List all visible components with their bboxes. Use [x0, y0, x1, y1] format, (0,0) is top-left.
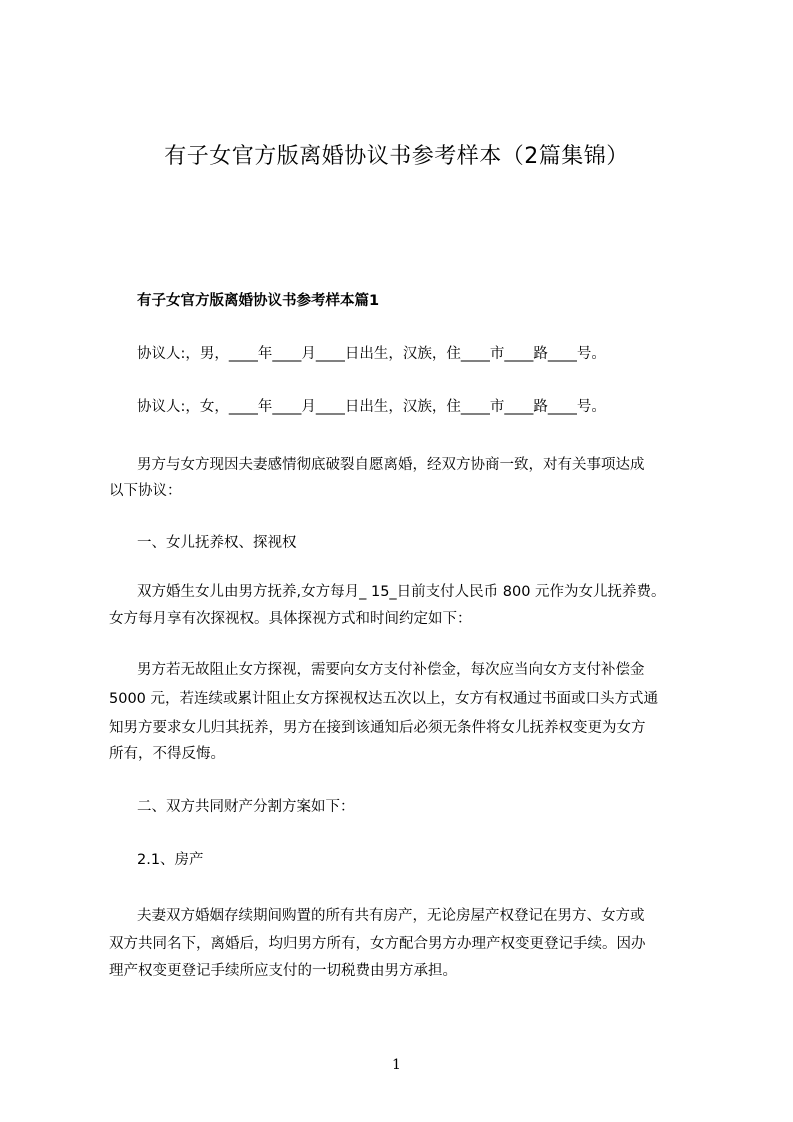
page-number: 1: [392, 1057, 401, 1073]
custody-line: 双方婚生女儿由男方抚养,女方每月_ 15_日前支付人民币 800 元作为女儿抚养费。: [137, 584, 666, 600]
heading-property-division: 二、双方共同财产分割方案如下：: [137, 799, 355, 815]
intro-line: 男方与女方现因夫妻感情彻底破裂自愿离婚，经双方协商一致，对有关事项达成: [137, 457, 645, 473]
custody-line: 女方每月享有次探视权。具体探视方式和时间约定如下：: [109, 611, 472, 627]
compensation-line: 知男方要求女儿归其抚养，男方在接到该通知后必须无条件将女儿抚养权变更为女方: [109, 720, 646, 736]
party-line-male: 协议人:，男，____年____月____日出生，汉族，住____市____路____号。: [137, 346, 606, 362]
compensation-line: 男方若无故阻止女方探视，需要向女方支付补偿金，每次应当向女方支付补偿金: [137, 662, 645, 678]
heading-custody: 一、女儿抚养权、探视权: [137, 535, 297, 551]
subheading-real-estate: 2.1、房产: [137, 852, 204, 868]
document-title: 有子女官方版离婚协议书参考样本（2篇集锦）: [164, 144, 629, 169]
compensation-line: 所有，不得反悔。: [109, 746, 225, 762]
property-line: 双方共同名下，离婚后，均归男方所有，女方配合男方办理产权变更登记手续。因办: [109, 936, 646, 952]
property-line: 夫妻双方婚姻存续期间购置的所有共有房产，无论房屋产权登记在男方、女方或: [137, 908, 645, 924]
property-line: 理产权变更登记手续所应支付的一切税费由男方承担。: [109, 963, 457, 979]
compensation-line: 5000 元，若连续或累计阻止女方探视权达五次以上，女方有权通过书面或口头方式通: [109, 691, 659, 707]
party-line-female: 协议人:，女，____年____月____日出生，汉族，住____市____路____号。: [137, 399, 606, 415]
intro-line: 以下协议：: [109, 483, 182, 499]
section-heading: 有子女官方版离婚协议书参考样本篇1: [137, 293, 380, 309]
